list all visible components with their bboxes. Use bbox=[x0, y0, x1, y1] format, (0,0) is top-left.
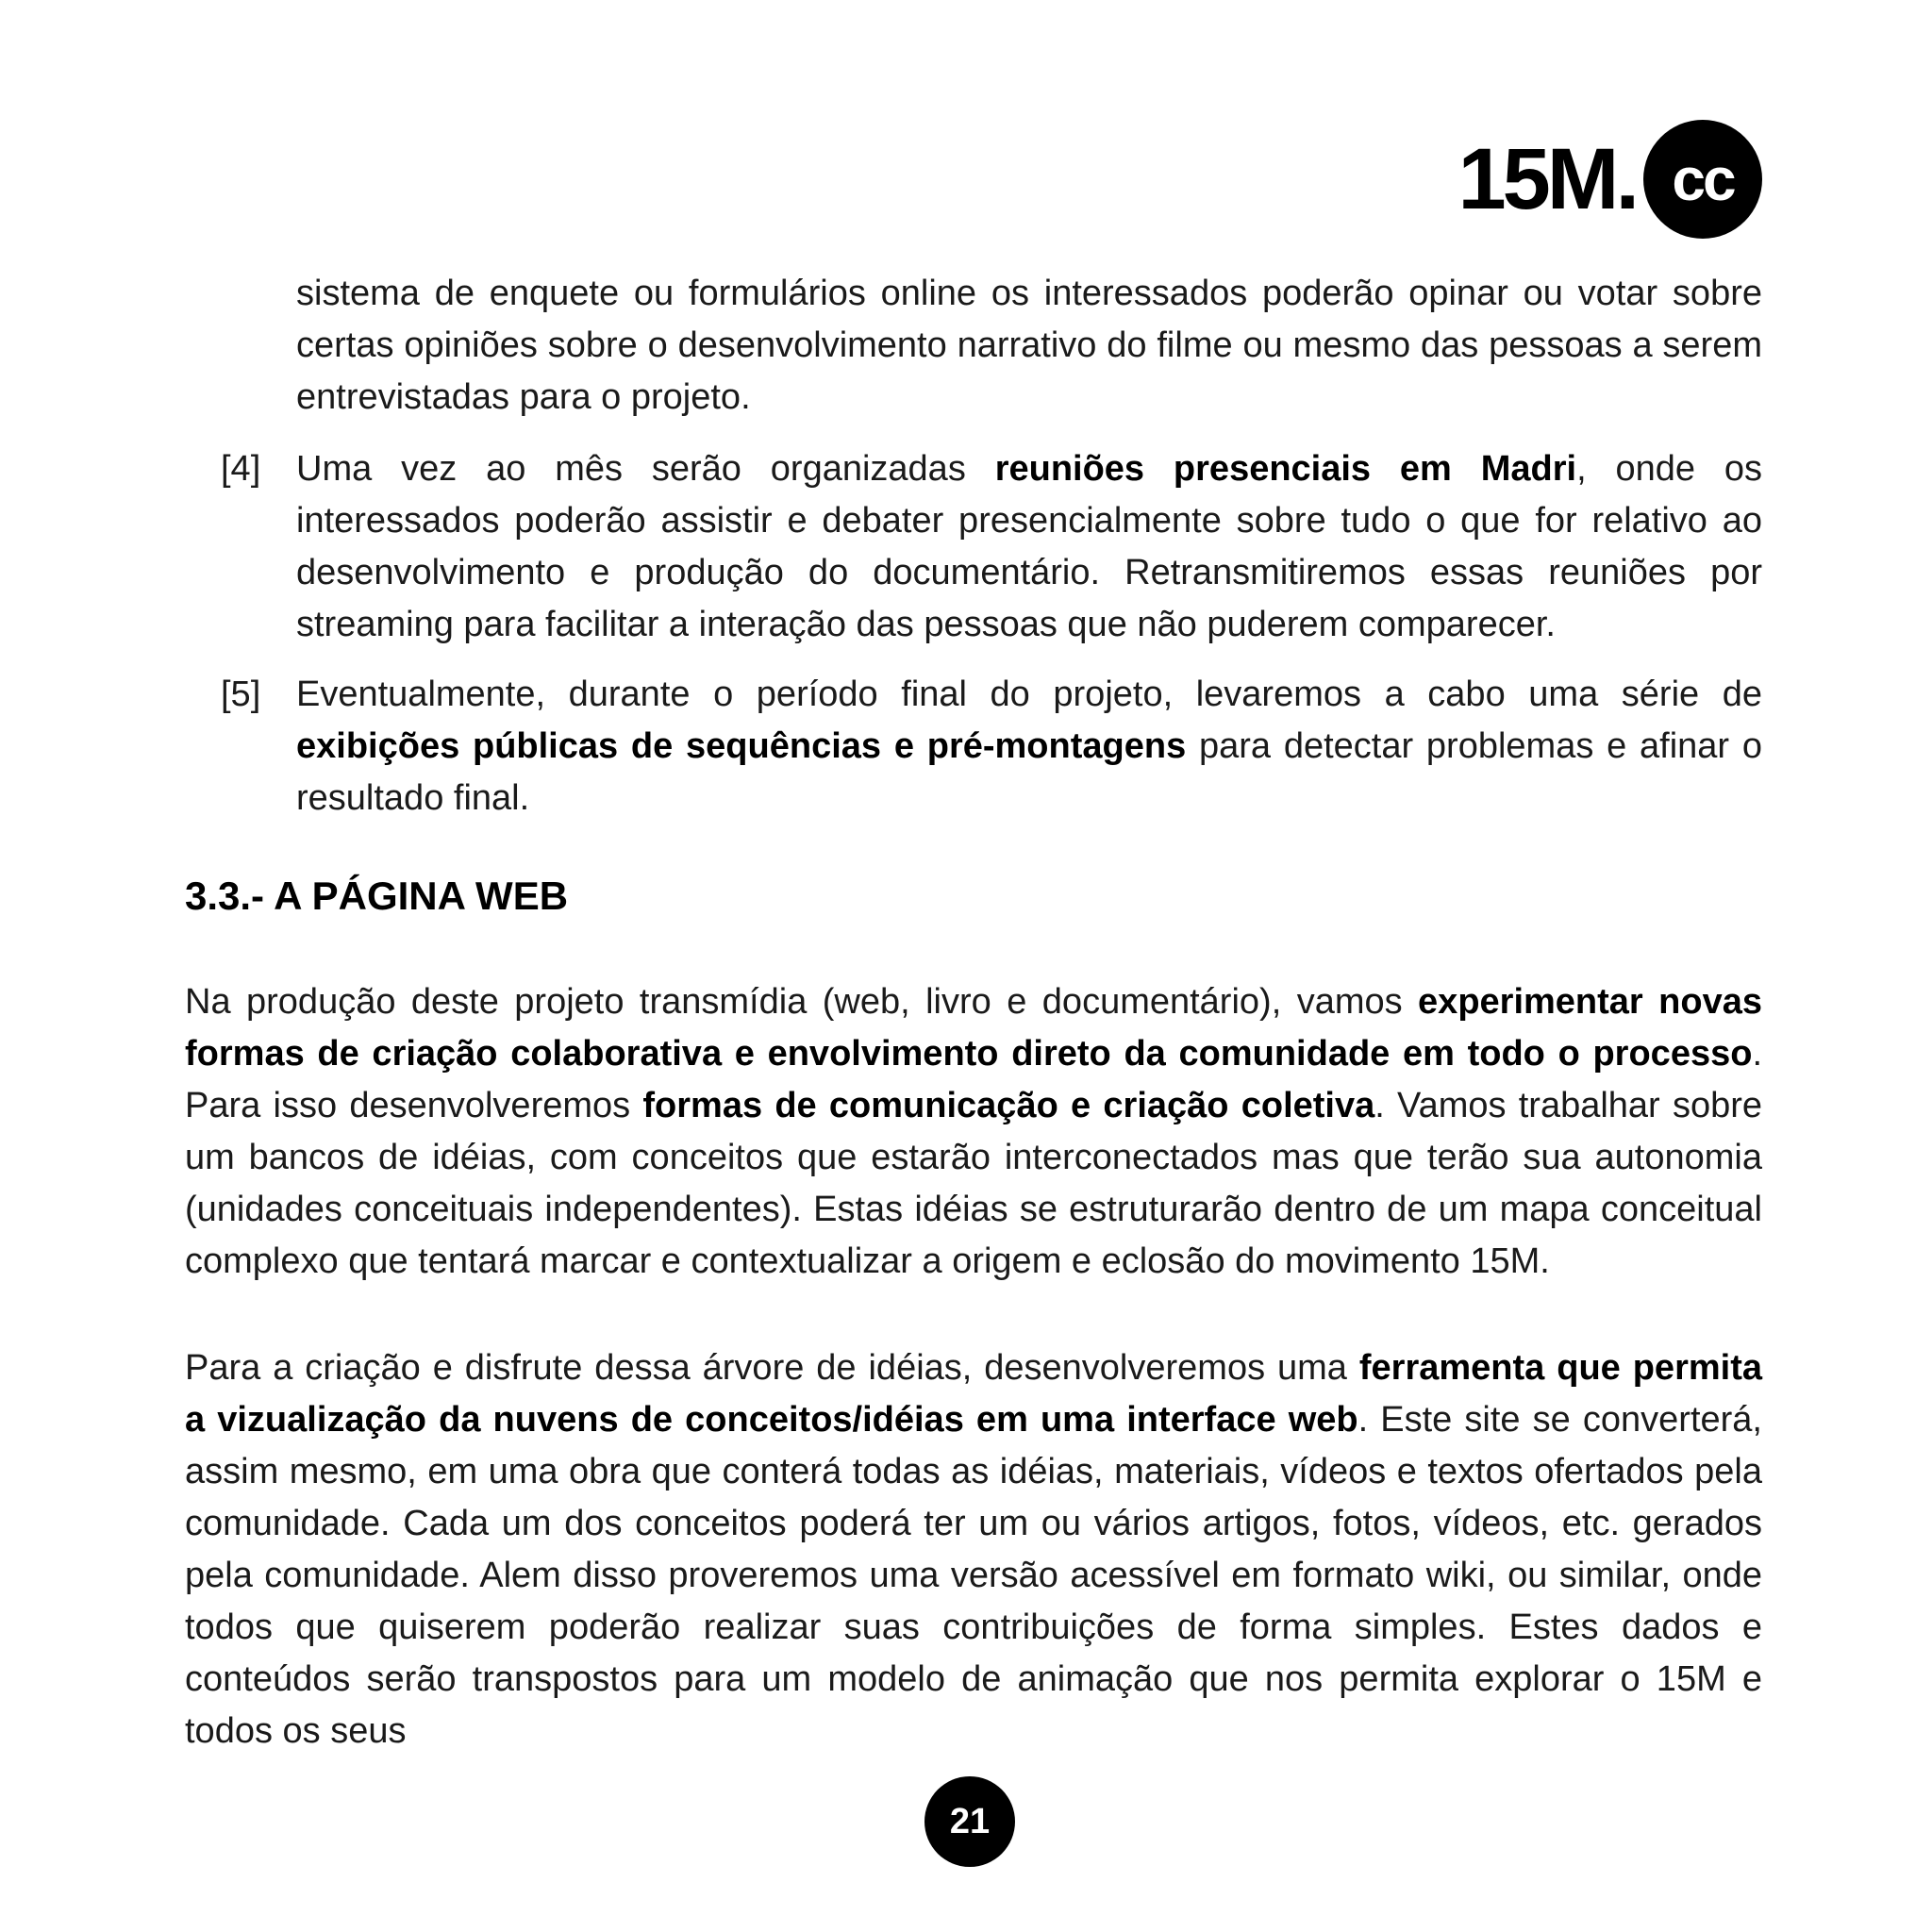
logo-15m-cc bbox=[1457, 104, 1762, 255]
text-run: Na produção deste projeto transmídia (web, livro e documentário), vamos bbox=[185, 982, 1419, 1022]
paragraph-2 bbox=[185, 1342, 1762, 1757]
logo-circle: cc bbox=[1643, 120, 1762, 239]
text-run: . Para isso desenvolveremos bbox=[185, 1034, 1762, 1125]
bold-run: ferramenta que permita a vizualização da nuvens de conceitos/idéias em uma interface web bbox=[185, 1348, 1762, 1440]
list-item-5 bbox=[221, 669, 1762, 824]
text-run: para detectar problemas e afinar o resultado final. bbox=[296, 726, 1762, 818]
bold-run: exibições públicas de sequências e pré-montagens bbox=[296, 726, 1187, 766]
text-run: Para a criação e disfrute dessa árvore de idéias, desenvolveremos uma bbox=[185, 1348, 1359, 1388]
bold-run: experimentar novas formas de criação colaborativa e envolvimento direto da comunidade em todo o processo bbox=[185, 982, 1762, 1074]
section-heading: 3.3.- A PÁGINA WEB bbox=[185, 874, 569, 918]
list-number: [4] bbox=[221, 449, 261, 489]
text-run: Uma vez ao mês serão organizadas bbox=[296, 449, 995, 489]
text-run: . Este site se converterá, assim mesmo, em uma obra que conterá todas as idéias, materiais, vídeos e textos ofertados pela comunidade. Cada um dos conceitos poderá ter um ou vários artigos, fotos, vídeos, etc. gerados pela comunidade. Alem disso proveremos uma versão acessível em formato wiki, ou similar, onde todos que quiserem poderão realizar suas contribuições de forma simples. Estes dados e conteúdos serão transpostos para um modelo de animação que nos permita explorar o 15M e todos os seus bbox=[185, 1400, 1762, 1751]
bold-run: formas de comunicação e criação coletiva bbox=[642, 1086, 1375, 1125]
bold-run: reuniões presenciais em Madri bbox=[994, 449, 1577, 489]
text-run: , onde os interessados poderão assistir e debater presencialmente sobre tudo o que for relativo ao desenvolvimento e produção do documentário. Retransmitiremos essas reuniões por streaming para facilitar a interação das pessoas que não puderem comparecer. bbox=[296, 449, 1763, 644]
list-item-text bbox=[296, 443, 1762, 651]
text-run: Eventualmente, durante o período final do projeto, levaremos a cabo uma série de bbox=[296, 675, 1762, 714]
logo-text: 15M. bbox=[1457, 131, 1636, 227]
list-item-4 bbox=[221, 443, 1762, 651]
list-item-text bbox=[296, 669, 1762, 824]
page-number-badge: 21 bbox=[924, 1776, 1015, 1867]
continuation-paragraph: sistema de enquete ou formulários online os interessados poderão opinar ou votar sobre certas opiniões sobre o desenvolvimento narrativo do filme ou mesmo das pessoas a serem entrevistadas para o projeto. bbox=[296, 274, 1762, 417]
paragraph-1 bbox=[185, 976, 1762, 1288]
text-run: . Vamos trabalhar sobre um bancos de idéias, com conceitos que estarão interconectados mas que terão sua autonomia (unidades conceituais independentes). Estas idéias se estruturarão dentro de um mapa conceitual complexo que tentará marcar e contextualizar a origem e eclosão do movimento 15M. bbox=[185, 1086, 1763, 1281]
list-number: [5] bbox=[221, 675, 261, 714]
